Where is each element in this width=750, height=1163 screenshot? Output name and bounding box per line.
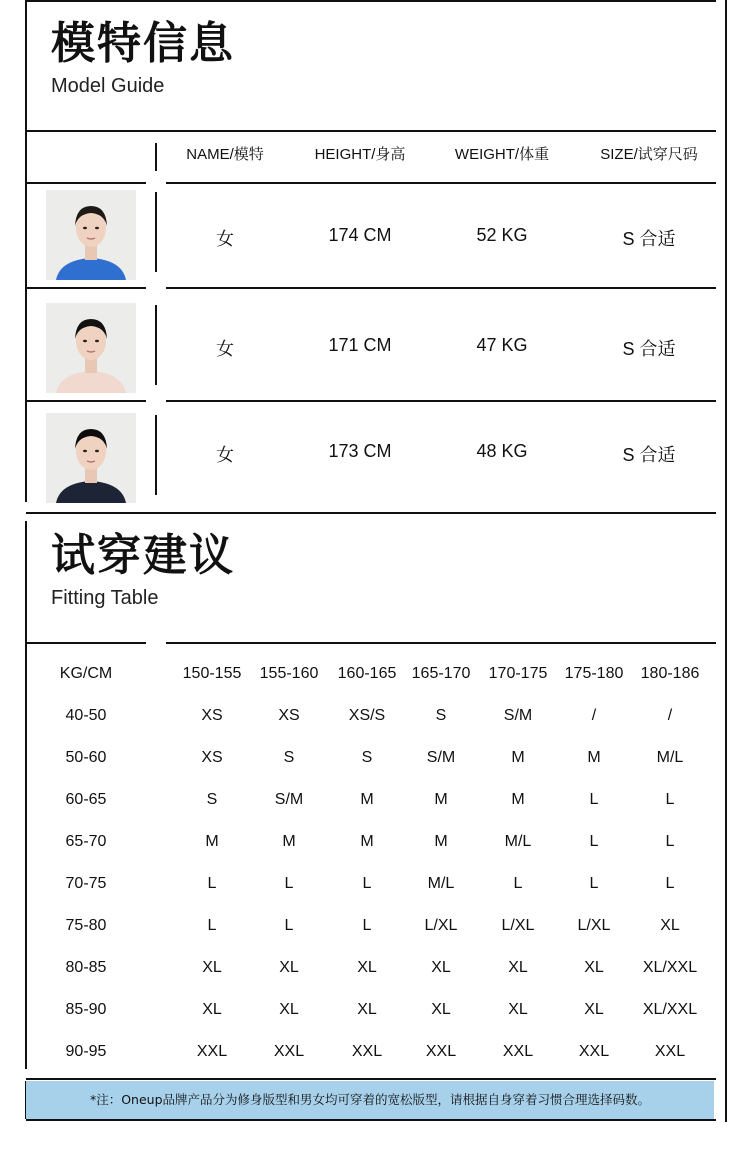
row-rule-left bbox=[26, 287, 146, 289]
header-size: SIZE/试穿尺码 bbox=[600, 146, 698, 163]
size-cell: L bbox=[665, 791, 675, 808]
model-height: 173 CM bbox=[328, 441, 392, 461]
size-cell: XL bbox=[357, 1001, 377, 1018]
size-cell: XXL bbox=[502, 1043, 534, 1060]
size-cell: XL bbox=[431, 1001, 451, 1018]
size-cell: XL bbox=[508, 959, 528, 976]
height-range-col: 155-160 bbox=[259, 665, 319, 682]
row-divider bbox=[155, 192, 157, 272]
model-size: S 合适 bbox=[622, 228, 676, 249]
weight-range: 65-70 bbox=[65, 833, 107, 850]
fitting-row bbox=[0, 995, 750, 1025]
fitting-title: 试穿建议 bbox=[51, 530, 235, 581]
size-cell: S bbox=[206, 791, 218, 808]
size-cell: XL bbox=[584, 1001, 604, 1018]
fitting-row bbox=[0, 743, 750, 773]
model-row bbox=[0, 404, 750, 502]
model-name: 女 bbox=[216, 228, 234, 249]
size-cell: L bbox=[207, 917, 217, 934]
size-cell: L bbox=[284, 917, 294, 934]
fitting-header-row bbox=[0, 659, 750, 689]
model-photo bbox=[46, 413, 136, 503]
size-cell: L/XL bbox=[501, 917, 535, 934]
size-cell: M/L bbox=[504, 833, 532, 850]
size-cell: S/M bbox=[426, 749, 456, 766]
model-weight: 48 KG bbox=[476, 441, 528, 461]
model-row bbox=[0, 291, 750, 402]
size-cell: XXL bbox=[425, 1043, 457, 1060]
weight-range: 60-65 bbox=[65, 791, 107, 808]
size-cell: M bbox=[587, 749, 601, 766]
model-size: S 合适 bbox=[622, 445, 676, 465]
size-cell: L bbox=[362, 875, 372, 892]
size-cell: XL bbox=[357, 959, 377, 976]
size-cell: / bbox=[667, 707, 673, 724]
size-cell: M/L bbox=[656, 749, 684, 766]
model-photo bbox=[46, 190, 136, 280]
size-cell: XL bbox=[584, 959, 604, 976]
size-cell: L bbox=[589, 875, 599, 892]
row-rule-right bbox=[166, 287, 716, 289]
fitting-top-rule bbox=[26, 512, 716, 514]
size-cell: XS bbox=[201, 707, 223, 724]
size-cell: XL bbox=[431, 959, 451, 976]
size-cell: S/M bbox=[503, 707, 533, 724]
size-cell: S/M bbox=[274, 791, 304, 808]
fitting-corner-label: KG/CM bbox=[59, 665, 113, 682]
size-cell: M bbox=[511, 749, 525, 766]
size-cell: L bbox=[665, 833, 675, 850]
size-cell: M bbox=[360, 833, 374, 850]
fitting-subtitle: Fitting Table bbox=[51, 587, 159, 609]
size-cell: L/XL bbox=[424, 917, 458, 934]
height-range-col: 165-170 bbox=[411, 665, 471, 682]
size-cell: XXL bbox=[351, 1043, 383, 1060]
header-name: NAME/模特 bbox=[186, 146, 264, 163]
weight-range: 70-75 bbox=[65, 875, 107, 892]
size-cell: XL/XXL bbox=[642, 959, 698, 976]
header-height: HEIGHT/身高 bbox=[314, 146, 406, 163]
note-top-rule bbox=[26, 1078, 716, 1080]
height-range-col: 180-186 bbox=[640, 665, 700, 682]
row-divider bbox=[155, 305, 157, 385]
size-cell: XL bbox=[508, 1001, 528, 1018]
row-divider bbox=[155, 415, 157, 495]
size-cell: XS bbox=[201, 749, 223, 766]
model-photo bbox=[46, 303, 136, 393]
weight-range: 75-80 bbox=[65, 917, 107, 934]
size-cell: L bbox=[284, 875, 294, 892]
weight-range: 40-50 bbox=[65, 707, 107, 724]
size-cell: L bbox=[589, 833, 599, 850]
size-cell: L bbox=[362, 917, 372, 934]
weight-range: 90-95 bbox=[65, 1043, 107, 1060]
size-cell: XL bbox=[279, 959, 299, 976]
fitting-rule-left bbox=[26, 642, 146, 644]
size-cell: XL bbox=[660, 917, 680, 934]
fitting-row bbox=[0, 701, 750, 731]
size-cell: XS/S bbox=[348, 707, 386, 724]
weight-range: 50-60 bbox=[65, 749, 107, 766]
size-cell: M/L bbox=[427, 875, 455, 892]
weight-range: 80-85 bbox=[65, 959, 107, 976]
fitting-row bbox=[0, 953, 750, 983]
size-cell: / bbox=[591, 707, 597, 724]
size-cell: M bbox=[434, 833, 448, 850]
size-cell: XXL bbox=[196, 1043, 228, 1060]
size-cell: XL bbox=[279, 1001, 299, 1018]
size-cell: L bbox=[665, 875, 675, 892]
size-cell: M bbox=[434, 791, 448, 808]
model-weight: 52 KG bbox=[476, 224, 528, 245]
size-cell: M bbox=[360, 791, 374, 808]
size-cell: L/XL bbox=[577, 917, 611, 934]
size-cell: L bbox=[589, 791, 599, 808]
size-note: *注：Oneup品牌产品分为修身版型和男女均可穿着的宽松版型，请根据自身穿着习惯合理选择码数。 bbox=[26, 1081, 714, 1119]
size-cell: S bbox=[361, 749, 373, 766]
header-top-rule bbox=[26, 130, 716, 132]
model-size: S 合适 bbox=[622, 338, 676, 359]
fitting-row bbox=[0, 1037, 750, 1067]
model-guide-subtitle: Model Guide bbox=[51, 75, 165, 97]
model-name: 女 bbox=[216, 445, 234, 465]
model-height: 171 CM bbox=[328, 334, 392, 355]
height-range-col: 170-175 bbox=[488, 665, 548, 682]
fitting-row bbox=[0, 827, 750, 857]
size-cell: M bbox=[205, 833, 219, 850]
model-row bbox=[0, 184, 750, 289]
model-guide-title: 模特信息 bbox=[51, 18, 235, 69]
weight-range: 85-90 bbox=[65, 1001, 107, 1018]
fitting-rule-right bbox=[166, 642, 716, 644]
size-cell: S bbox=[435, 707, 447, 724]
header-divider bbox=[155, 143, 157, 171]
size-cell: L bbox=[513, 875, 523, 892]
row-rule-left bbox=[26, 400, 146, 402]
size-cell: XL/XXL bbox=[642, 1001, 698, 1018]
height-range-col: 160-165 bbox=[337, 665, 397, 682]
height-range-col: 175-180 bbox=[564, 665, 624, 682]
fitting-row bbox=[0, 869, 750, 899]
size-cell: XL bbox=[202, 959, 222, 976]
model-height: 174 CM bbox=[328, 224, 392, 245]
size-cell: M bbox=[282, 833, 296, 850]
size-cell: XXL bbox=[654, 1043, 686, 1060]
size-cell: M bbox=[511, 791, 525, 808]
frame-top-line bbox=[26, 0, 716, 2]
height-range-col: 150-155 bbox=[182, 665, 242, 682]
size-cell: XL bbox=[202, 1001, 222, 1018]
fitting-row bbox=[0, 785, 750, 815]
header-weight: WEIGHT/体重 bbox=[454, 146, 550, 163]
model-weight: 47 KG bbox=[476, 334, 528, 355]
size-cell: XXL bbox=[578, 1043, 610, 1060]
size-cell: XS bbox=[278, 707, 300, 724]
size-cell: S bbox=[283, 749, 295, 766]
model-name: 女 bbox=[216, 338, 234, 359]
note-bottom-rule bbox=[26, 1119, 716, 1121]
size-cell: L bbox=[207, 875, 217, 892]
size-cell: XXL bbox=[273, 1043, 305, 1060]
row-rule-right bbox=[166, 400, 716, 402]
fitting-row bbox=[0, 911, 750, 941]
